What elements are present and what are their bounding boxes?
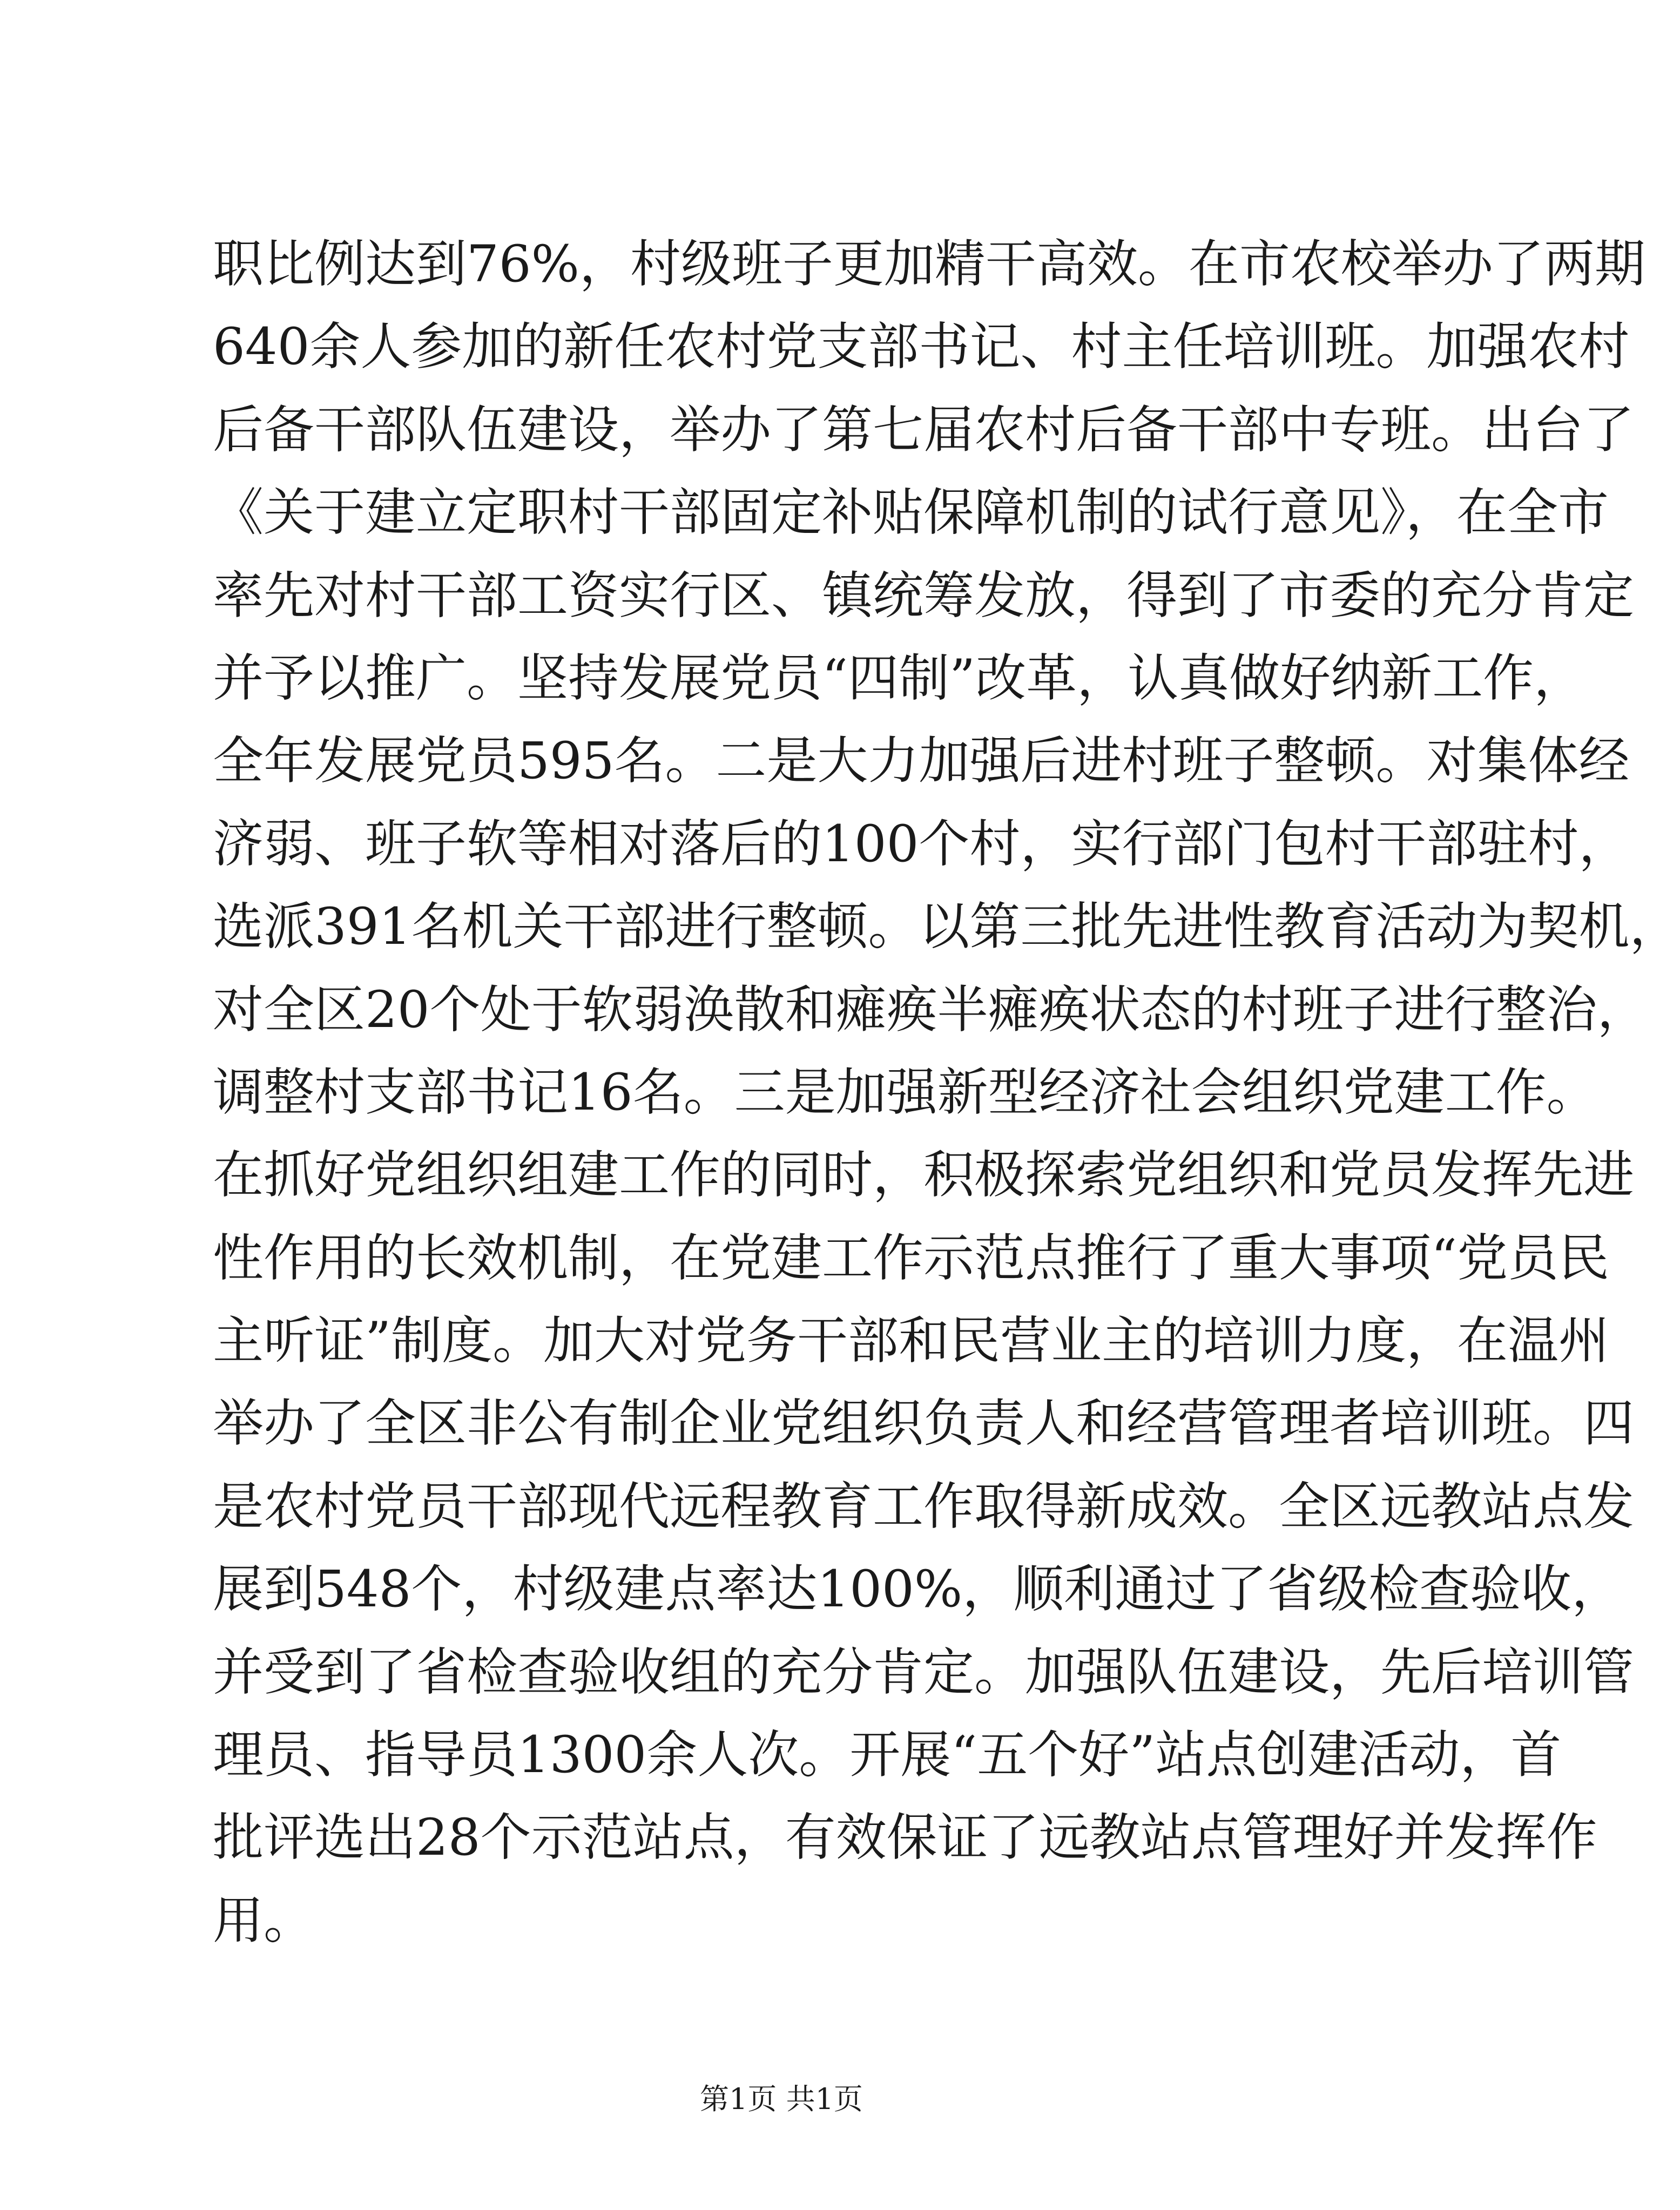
- text-line: 全年发展党员595名。二是大力加强后进村班子整顿。对集体经: [213, 732, 1630, 791]
- text-line: 选派391名机关干部进行整顿。以第三批先进性教育活动为契机，: [213, 897, 1680, 957]
- text-line: 640余人参加的新任农村党支部书记、村主任培训班。加强农村: [213, 317, 1630, 377]
- text-line: 是农村党员干部现代远程教育工作取得新成效。全区远教站点发: [213, 1477, 1635, 1536]
- text-line: 性作用的长效机制，在党建工作示范点推行了重大事项“党员民: [213, 1228, 1610, 1288]
- text-line: 后备干部队伍建设，举办了第七届农村后备干部中专班。出台了: [213, 400, 1635, 459]
- text-line: 主听证”制度。加大对党务干部和民营业主的培训力度，在温州: [213, 1312, 1610, 1371]
- text-line: 职比例达到76%，村级班子更加精干高效。在市农校举办了两期: [213, 235, 1645, 294]
- text-line: 批评选出28个示范站点，有效保证了远教站点管理好并发挥作: [213, 1808, 1597, 1868]
- text-line: 并受到了省检查验收组的充分肯定。加强队伍建设，先后培训管: [213, 1643, 1635, 1702]
- text-line: 用。: [213, 1891, 315, 1950]
- body-paragraph: [213, 223, 1680, 1962]
- text-line: 举办了全区非公有制企业党组织负责人和经营管理者培训班。四: [213, 1394, 1635, 1454]
- text-line: 《关于建立定职村干部固定补贴保障机制的试行意见》，在全市: [213, 483, 1609, 543]
- text-line: 理员、指导员1300余人次。开展“五个好”站点创建活动，首: [213, 1726, 1562, 1785]
- text-line: 在抓好党组织组建工作的同时，积极探索党组织和党员发挥先进: [213, 1146, 1635, 1205]
- text-line: 调整村支部书记16名。三是加强新型经济社会组织党建工作。: [213, 1063, 1597, 1122]
- page-footer: 第1页 共1页: [700, 2082, 863, 2116]
- text-line: 并予以推广。坚持发展党员“四制”改革，认真做好纳新工作，: [213, 648, 1585, 708]
- text-line: 率先对村干部工资实行区、镇统筹发放，得到了市委的充分肯定: [213, 566, 1635, 625]
- text-line: 展到548个，村级建点率达100%，顺利通过了省级检查验收，: [213, 1560, 1623, 1619]
- text-line: 济弱、班子软等相对落后的100个村，实行部门包村干部驻村，: [213, 814, 1630, 874]
- text-line: 对全区20个处于软弱涣散和瘫痪半瘫痪状态的村班子进行整治，: [213, 980, 1648, 1039]
